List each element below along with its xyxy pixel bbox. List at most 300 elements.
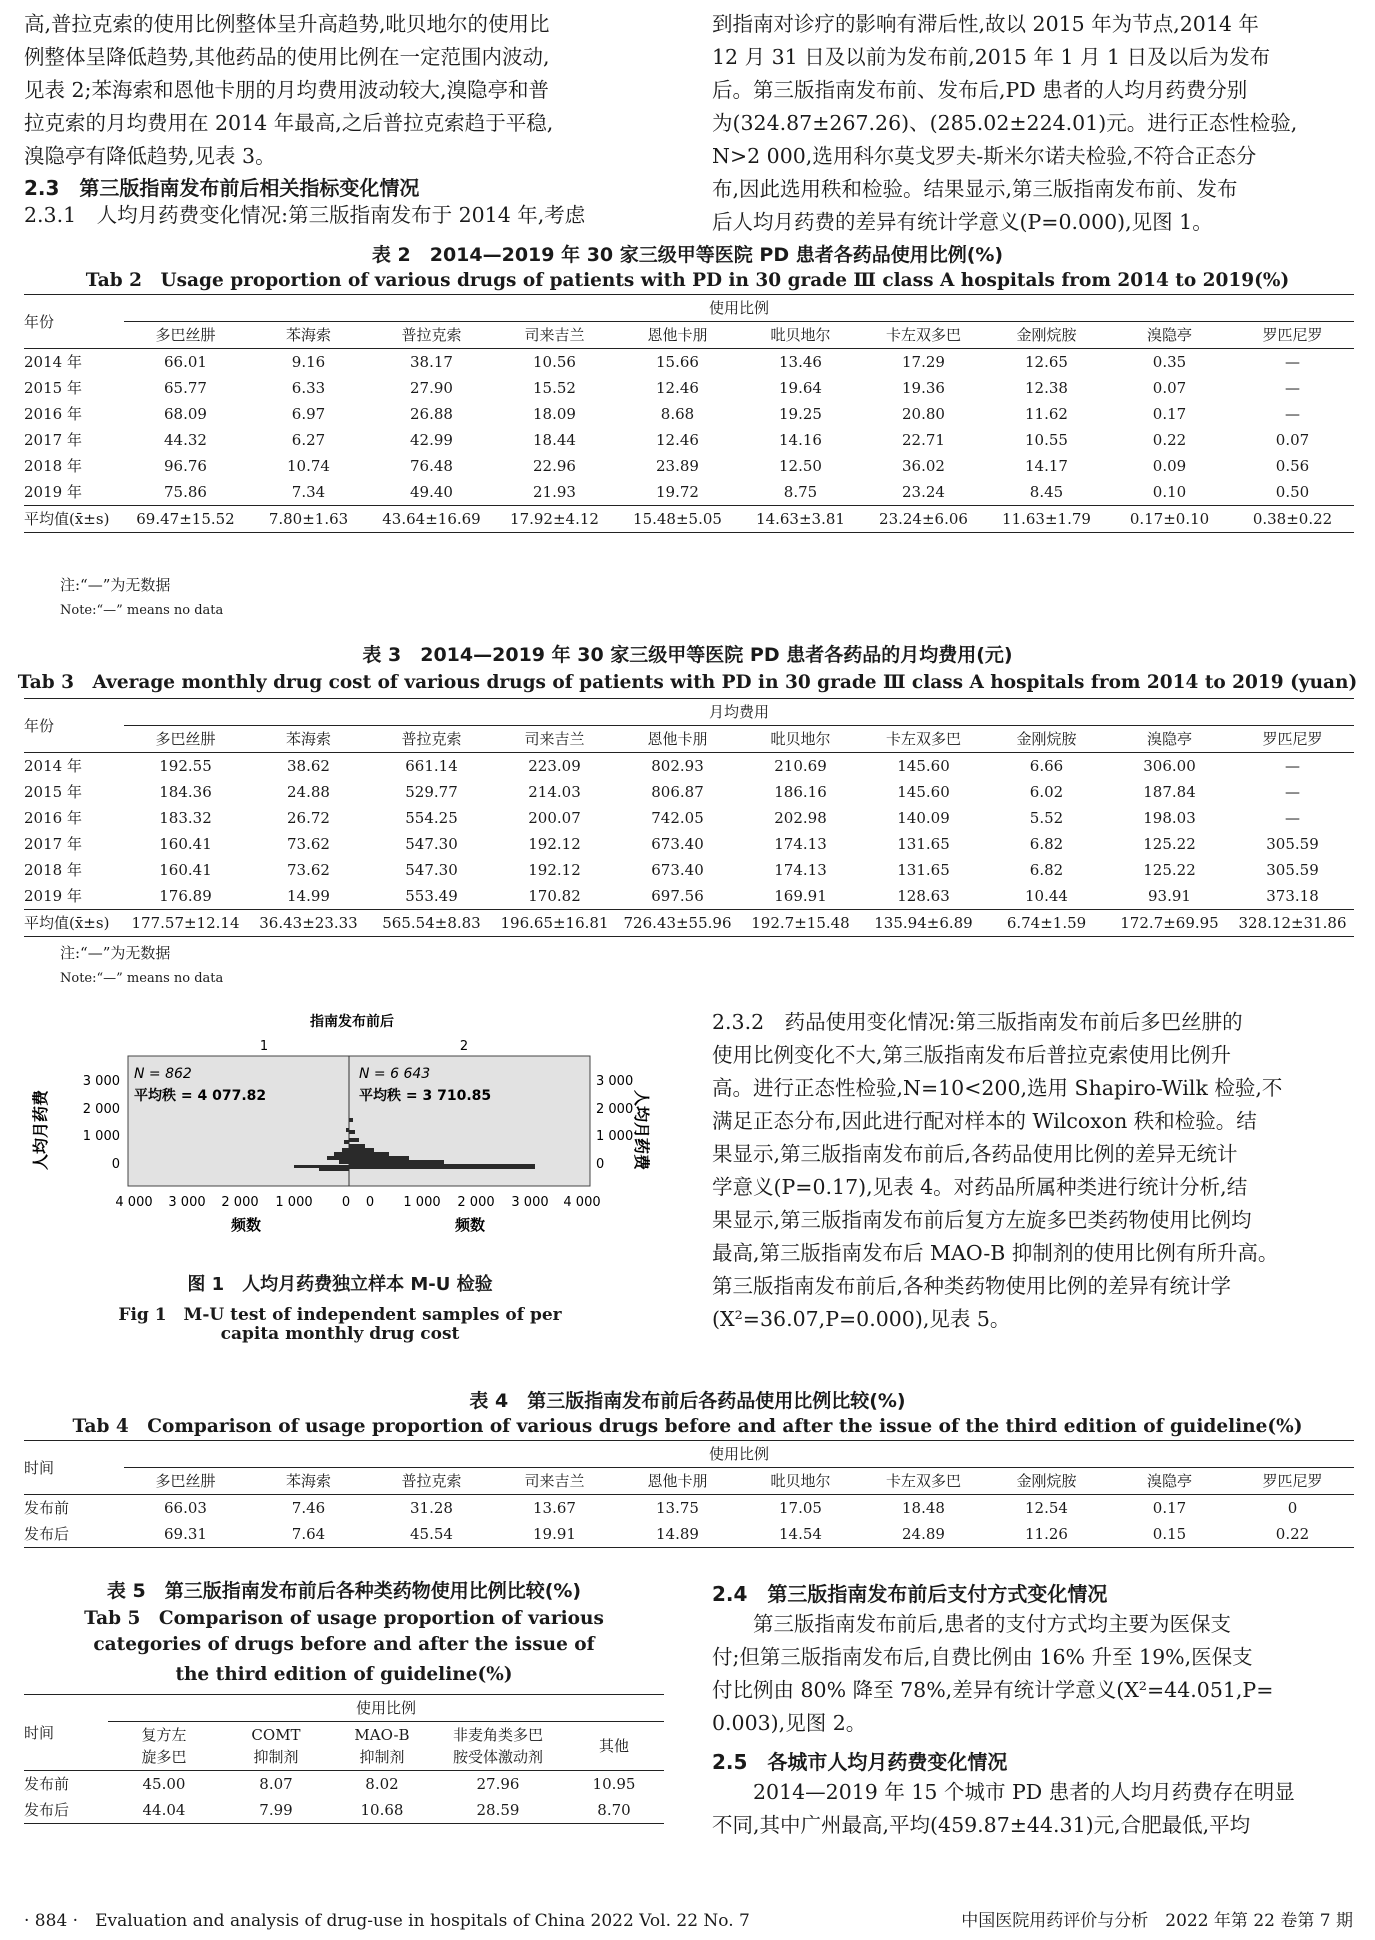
table-cell: 7.80±1.63 — [268, 510, 349, 528]
table-cell: 7.34 — [291, 483, 326, 501]
table-cell: 0.15 — [1152, 1525, 1187, 1543]
table-cell: 131.65 — [897, 861, 950, 879]
table-cell: 66.01 — [164, 353, 207, 371]
table-cell: 23.89 — [656, 457, 699, 475]
ytick: 3 000 — [82, 1074, 120, 1089]
hist-bar-right — [349, 1148, 374, 1152]
header-line: 复方左 — [141, 1726, 187, 1744]
drug-header-cell: 恩他卡朋 — [647, 730, 708, 748]
para-2-3-2 — [712, 1006, 1360, 1336]
table-cell: 65.77 — [164, 379, 207, 397]
table-cell: 93.91 — [1148, 887, 1191, 905]
table2-title-cn: 表 2 2014—2019 年 30 家三级甲等医院 PD 患者各药品使用比例(%) — [371, 244, 1004, 266]
table-cell: 186.16 — [774, 783, 827, 801]
table3-note-cn: 注:“—”为无数据 — [60, 944, 171, 962]
ytick: 1 000 — [596, 1129, 634, 1144]
table-cell: 198.03 — [1143, 809, 1196, 827]
text-line: 后人均月药费的差异有统计学意义(P=0.000),见图 1。 — [712, 210, 1213, 234]
table-cell: 12.38 — [1025, 379, 1068, 397]
table-cell: 44.32 — [164, 431, 207, 449]
table-cell: 26.88 — [410, 405, 453, 423]
table-cell: 8.07 — [259, 1775, 293, 1793]
ytick: 2 000 — [596, 1102, 634, 1117]
table-cell: 69.47±15.52 — [136, 510, 235, 528]
table-cell: 7.46 — [291, 1499, 326, 1517]
table-cell: 697.56 — [651, 887, 704, 905]
figure1-group2-n: N = 6 643 — [359, 1066, 431, 1082]
hist-bar-right — [349, 1152, 389, 1156]
drug-header-cell: 多巴丝肼 — [155, 1472, 216, 1490]
figure1-yticks-right — [596, 1074, 633, 1172]
table-cell: 145.60 — [897, 783, 950, 801]
table-cell: 19.25 — [779, 405, 822, 423]
table-cell: 27.96 — [476, 1775, 520, 1793]
table-cell: 14.17 — [1025, 457, 1068, 475]
figure1-group1-num: 1 — [259, 1039, 269, 1054]
table-row — [24, 883, 1354, 910]
text-line: 满足正态分布,因此进行配对样本的 Wilcoxon 秩和检验。结 — [712, 1109, 1257, 1133]
table-cell: 76.48 — [410, 457, 453, 475]
table3 — [24, 698, 1354, 937]
table-cell: 96.76 — [164, 457, 207, 475]
table-cell: 802.93 — [651, 757, 704, 775]
table-cell: 73.62 — [287, 861, 330, 879]
hist-bar-left — [342, 1148, 349, 1152]
table-cell: 36.02 — [902, 457, 945, 475]
table-cell: 726.43±55.96 — [623, 914, 732, 932]
table-cell: 6.02 — [1029, 783, 1064, 801]
table-cell: 19.64 — [779, 379, 822, 397]
table-cell: 6.97 — [291, 405, 326, 423]
row-label: 2014 年 — [24, 757, 82, 775]
row-label: 2017 年 — [24, 835, 82, 853]
table-cell: 661.14 — [405, 757, 458, 775]
figure1-xticks — [115, 1195, 600, 1210]
header-line: 抑制剂 — [253, 1748, 299, 1766]
text-line: 果显示,第三版指南发布前后,各药品使用比例的差异无统计 — [712, 1142, 1238, 1166]
table-cell: 0.38±0.22 — [1252, 510, 1333, 528]
table-cell: 176.89 — [159, 887, 212, 905]
table5 — [24, 1694, 664, 1824]
table-cell: 23.24±6.06 — [879, 510, 968, 528]
row-label: 发布前 — [24, 1775, 70, 1793]
text-line: 后。第三版指南发布前、发布后,PD 患者的人均月药费分别 — [712, 78, 1248, 102]
text-line: 付比例由 80% 降至 78%,差异有统计学意义(X²=44.051,P= — [712, 1678, 1274, 1702]
table-cell: 0.07 — [1275, 431, 1310, 449]
table-cell: 306.00 — [1143, 757, 1196, 775]
text-line: 到指南对诊疗的影响有滞后性,故以 2015 年为节点,2014 年 — [712, 12, 1259, 36]
table-cell: 0.22 — [1152, 431, 1187, 449]
table-cell: 202.98 — [774, 809, 827, 827]
para-2-5 — [712, 1776, 1360, 1842]
ytick: 2 000 — [82, 1102, 120, 1117]
table-cell: 10.44 — [1025, 887, 1068, 905]
row-label: 2019 年 — [24, 483, 82, 501]
table-cell: 192.12 — [528, 861, 581, 879]
table-row — [24, 1797, 664, 1824]
text-line: 最高,第三版指南发布后 MAO-B 抑制剂的使用比例有所升高。 — [712, 1241, 1279, 1265]
table-cell: 24.89 — [902, 1525, 945, 1543]
table5-time-header: 时间 — [24, 1723, 55, 1742]
text-line: 第三版指南发布前后,各种类药物使用比例的差异有统计学 — [712, 1274, 1232, 1298]
header-line: 胺受体激动剂 — [452, 1748, 543, 1766]
ytick: 0 — [111, 1157, 120, 1172]
table-cell: 45.00 — [142, 1775, 186, 1793]
figure1-group2-num: 2 — [459, 1039, 469, 1054]
table3-grid — [24, 698, 1354, 937]
table-row — [24, 831, 1354, 857]
xtick: 4 000 — [563, 1195, 601, 1210]
table-row — [24, 857, 1354, 883]
table4-group-header: 使用比例 — [124, 1441, 1354, 1468]
table2-note-en: Note:“—” means no data — [60, 603, 224, 618]
table-cell: 9.16 — [291, 353, 326, 371]
row-label: 2018 年 — [24, 457, 82, 475]
drug-header-cell: 多巴丝肼 — [155, 326, 216, 344]
table-cell: 10.55 — [1025, 431, 1068, 449]
drug-header-cell: 恩他卡朋 — [647, 1472, 708, 1490]
mean-label: 平均值(x̄±s) — [24, 914, 110, 932]
drug-header-cell: 苯海索 — [285, 730, 331, 748]
table2-grid — [24, 294, 1354, 533]
table-cell: 196.65±16.81 — [500, 914, 609, 932]
table-row — [24, 479, 1354, 506]
text-line: 学意义(P=0.17),见表 4。对药品所属种类进行统计分析,结 — [712, 1175, 1248, 1199]
table-cell: 15.48±5.05 — [633, 510, 722, 528]
text-line: (X²=36.07,P=0.000),见表 5。 — [712, 1307, 1011, 1331]
table2-group-header: 使用比例 — [124, 295, 1354, 322]
table-cell: 28.59 — [476, 1801, 520, 1819]
table-cell: 49.40 — [410, 483, 453, 501]
table-cell: 565.54±8.83 — [382, 914, 481, 932]
row-label: 2018 年 — [24, 861, 82, 879]
figure1-xlabel-right: 频数 — [454, 1216, 486, 1234]
table-cell: 12.50 — [779, 457, 822, 475]
drug-header-cell: 溴隐亭 — [1146, 1472, 1192, 1490]
table-cell: 11.62 — [1025, 405, 1068, 423]
table-cell: 18.44 — [533, 431, 576, 449]
table-cell: 10.56 — [533, 353, 576, 371]
table-cell: 742.05 — [651, 809, 704, 827]
row-label: 2015 年 — [24, 783, 82, 801]
table-cell: 131.65 — [897, 835, 950, 853]
table-cell: 170.82 — [528, 887, 581, 905]
table-cell: 305.59 — [1266, 861, 1319, 879]
drug-header-cell: 金刚烷胺 — [1016, 730, 1077, 748]
drug-header-cell: 恩他卡朋 — [647, 326, 708, 344]
table-cell: 75.86 — [164, 483, 207, 501]
table-row — [24, 779, 1354, 805]
figure1-group2-rank: 平均秩 = 3 710.85 — [359, 1088, 492, 1104]
text-line: 0.003),见图 2。 — [712, 1711, 867, 1735]
table-row — [24, 1521, 1354, 1548]
table5-title-cn: 表 5 第三版指南发布前后各种类药物使用比例比较(%) — [106, 1580, 582, 1602]
table-cell: 7.99 — [259, 1801, 293, 1819]
drug-header-cell: 普拉克索 — [401, 326, 462, 344]
table-cell: 6.82 — [1029, 861, 1064, 879]
table-row — [24, 375, 1354, 401]
table-cell: 19.36 — [902, 379, 945, 397]
xtick: 2 000 — [457, 1195, 495, 1210]
table-cell: 0.17±0.10 — [1129, 510, 1210, 528]
header-line: 其他 — [599, 1737, 630, 1755]
drug-header-cell: 苯海索 — [285, 326, 331, 344]
table-cell: 172.7±69.95 — [1120, 914, 1219, 932]
figure1-ylabel-right: 人均月药费 — [632, 1089, 651, 1171]
table-cell: 14.54 — [779, 1525, 822, 1543]
figure1-yticks-left — [83, 1074, 120, 1172]
table-cell: 128.63 — [897, 887, 950, 905]
text-line: 例整体呈降低趋势,其他药品的使用比例在一定范围内波动, — [24, 45, 550, 69]
xtick: 4 000 — [115, 1195, 153, 1210]
table-cell: 187.84 — [1143, 783, 1196, 801]
table-cell: 14.63±3.81 — [756, 510, 845, 528]
table5-grid — [24, 1694, 664, 1824]
drug-header-cell: 罗匹尼罗 — [1262, 730, 1323, 748]
text-line: 第三版指南发布前后,患者的支付方式均主要为医保支 — [712, 1612, 1232, 1636]
intro-right-paragraph — [712, 8, 1360, 239]
drug-header-cell: 吡贝地尔 — [770, 730, 831, 748]
table-cell: 8.02 — [365, 1775, 399, 1793]
table-cell: 19.91 — [533, 1525, 576, 1543]
drug-header-cell: 罗匹尼罗 — [1262, 326, 1323, 344]
table-cell: 11.63±1.79 — [1002, 510, 1091, 528]
section-heading-2-4: 2.4 第三版指南发布前后支付方式变化情况 — [712, 1582, 1108, 1606]
table-cell: 160.41 — [159, 835, 212, 853]
table-cell: 10.74 — [287, 457, 330, 475]
table3-drug-header-row — [24, 726, 1354, 753]
table-cell: 27.90 — [410, 379, 453, 397]
table-cell: 13.46 — [779, 353, 822, 371]
table-cell: 8.70 — [597, 1801, 631, 1819]
table-cell: 547.30 — [405, 835, 458, 853]
drug-header-cell: 吡贝地尔 — [770, 1472, 831, 1490]
figure1-group1-rank: 平均秩 = 4 077.82 — [134, 1088, 267, 1104]
table-cell: 8.45 — [1029, 483, 1064, 501]
table-cell: 140.09 — [897, 809, 950, 827]
table3-title-cn: 表 3 2014—2019 年 30 家三级甲等医院 PD 患者各药品的月均费用(元) — [362, 644, 1013, 666]
figure1-xlabel-left: 频数 — [230, 1216, 262, 1234]
table-cell: 12.54 — [1025, 1499, 1068, 1517]
hist-bar-left — [327, 1156, 349, 1160]
xtick: 1 000 — [275, 1195, 313, 1210]
table4-time-header: 时间 — [24, 1458, 55, 1477]
text-line: N>2 000,选用科尔莫戈罗夫-斯米尔诺夫检验,不符合正态分 — [712, 144, 1257, 168]
table-cell: 43.64±16.69 — [382, 510, 481, 528]
drug-header-cell: 苯海索 — [285, 1472, 331, 1490]
table-cell: 0.50 — [1275, 483, 1310, 501]
table-row — [24, 453, 1354, 479]
table3-group-header: 月均费用 — [124, 699, 1354, 726]
table-cell: 183.32 — [159, 809, 212, 827]
table2-year-header: 年份 — [24, 312, 55, 331]
drug-header-cell: 罗匹尼罗 — [1262, 1472, 1323, 1490]
section-heading-2-3: 2.3 第三版指南发布前后相关指标变化情况 — [24, 176, 420, 200]
row-label: 2017 年 — [24, 431, 82, 449]
hist-bar-left — [294, 1165, 349, 1168]
table2-title-en: Tab 2 Usage proportion of various drugs of patients with PD in 30 grade Ⅲ class A hospitals from 2014 to 2019(%) — [85, 270, 1290, 291]
category-header-cell — [564, 1722, 664, 1771]
text-line: 12 月 31 日及以前为发布前,2015 年 1 月 1 日及以后为发布 — [712, 45, 1271, 69]
table-cell: 547.30 — [405, 861, 458, 879]
table-cell: 21.93 — [533, 483, 576, 501]
table-cell: 553.49 — [405, 887, 458, 905]
table-cell: 6.82 — [1029, 835, 1064, 853]
table-cell: 17.92±4.12 — [510, 510, 599, 528]
text-line: 2014—2019 年 15 个城市 PD 患者的人均月药费存在明显 — [712, 1780, 1295, 1804]
table-cell: 45.54 — [410, 1525, 453, 1543]
drug-header-cell: 金刚烷胺 — [1016, 326, 1077, 344]
table-cell: 13.75 — [656, 1499, 699, 1517]
table3-note-en: Note:“—” means no data — [60, 971, 224, 986]
hist-bar-right — [349, 1144, 365, 1148]
row-label: 发布后 — [24, 1801, 70, 1819]
table-cell: 0.22 — [1275, 1525, 1310, 1543]
table-cell: 0.56 — [1275, 457, 1310, 475]
mean-label: 平均值(x̄±s) — [24, 510, 110, 528]
hist-bar-right — [349, 1160, 444, 1164]
table-cell: 44.04 — [142, 1801, 186, 1819]
table-cell: 15.66 — [656, 353, 699, 371]
table-cell: 160.41 — [159, 861, 212, 879]
table-cell: 69.31 — [164, 1525, 207, 1543]
table-cell: 6.74±1.59 — [1006, 914, 1087, 932]
table-cell: 184.36 — [159, 783, 212, 801]
table-cell: 125.22 — [1143, 835, 1196, 853]
table-cell: 305.59 — [1266, 835, 1319, 853]
table4-title-cn: 表 4 第三版指南发布前后各药品使用比例比较(%) — [469, 1390, 906, 1412]
table-cell: 8.68 — [660, 405, 695, 423]
table-row — [24, 349, 1354, 376]
table-cell: 192.7±15.48 — [751, 914, 850, 932]
hist-bar-left — [339, 1160, 349, 1164]
text-line: 为(324.87±267.26)、(285.02±224.01)元。进行正态性检验, — [712, 111, 1298, 135]
table-cell: 673.40 — [651, 835, 704, 853]
intro-left-paragraph — [24, 8, 672, 173]
table-cell: 177.57±12.14 — [131, 914, 240, 932]
table-cell: 38.17 — [410, 353, 453, 371]
table-cell: 19.72 — [656, 483, 699, 501]
hist-bar-left — [344, 1140, 349, 1144]
drug-header-cell: 卡左双多巴 — [885, 326, 961, 344]
table-cell: 200.07 — [528, 809, 581, 827]
table3-title-en: Tab 3 Average monthly drug cost of various drugs of patients with PD in 30 grade Ⅲ class A hospitals from 2014 to 2019 (yuan) — [17, 672, 1358, 693]
table-cell: 14.99 — [287, 887, 330, 905]
table-cell: 22.96 — [533, 457, 576, 475]
table-cell: 38.62 — [287, 757, 330, 775]
figure1-ylabel-left: 人均月药费 — [31, 1089, 50, 1171]
text-line: 不同,其中广州最高,平均(459.87±44.31)元,合肥最低,平均 — [712, 1813, 1251, 1837]
table-cell: 36.43±23.33 — [259, 914, 358, 932]
hist-bar-left — [334, 1152, 349, 1156]
table-cell: 214.03 — [528, 783, 581, 801]
row-label: 2016 年 — [24, 405, 82, 423]
xtick: 2 000 — [221, 1195, 259, 1210]
figure1-title: 指南发布前后 — [310, 1014, 394, 1030]
table-cell: 0.09 — [1152, 457, 1187, 475]
table-cell: — — [1285, 353, 1300, 371]
table-cell: 223.09 — [528, 757, 581, 775]
header-line: 非麦角类多巴 — [452, 1726, 543, 1744]
header-line: 抑制剂 — [359, 1748, 405, 1766]
xtick: 3 000 — [168, 1195, 206, 1210]
drug-header-cell: 司来吉兰 — [524, 1472, 585, 1490]
table5-group-header: 使用比例 — [108, 1695, 664, 1722]
table4-drug-header-row — [24, 1468, 1354, 1495]
para-2-3-1-first-line: 2.3.1 人均月药费变化情况:第三版指南发布于 2014 年,考虑 — [24, 203, 586, 227]
table-cell: 42.99 — [410, 431, 453, 449]
hist-bar-right — [349, 1118, 353, 1122]
row-label: 2014 年 — [24, 353, 82, 371]
table-row — [24, 1495, 1354, 1522]
table-mean-row — [24, 506, 1354, 533]
table-row — [24, 1771, 664, 1798]
drug-header-cell: 多巴丝肼 — [155, 730, 216, 748]
table-cell: 174.13 — [774, 835, 827, 853]
table-cell: 12.46 — [656, 379, 699, 397]
text-line: 高,普拉克索的使用比例整体呈升高趋势,吡贝地尔的使用比 — [24, 12, 550, 36]
table-cell: — — [1285, 379, 1300, 397]
category-header-cell — [332, 1722, 432, 1771]
table-cell: 5.52 — [1029, 809, 1064, 827]
xtick: 0 — [341, 1195, 351, 1210]
table-row — [24, 753, 1354, 780]
row-label: 2015 年 — [24, 379, 82, 397]
table-cell: 210.69 — [774, 757, 827, 775]
table-cell: 6.66 — [1029, 757, 1064, 775]
text-line: 见表 2;苯海索和恩他卡朋的月均费用波动较大,溴隐亭和普 — [24, 78, 549, 102]
hist-bar-right — [349, 1164, 535, 1169]
table-cell: 8.75 — [783, 483, 818, 501]
drug-header-cell: 普拉克索 — [401, 730, 462, 748]
table-cell: 18.48 — [902, 1499, 945, 1517]
table4 — [24, 1440, 1354, 1548]
table5-title-en-1: Tab 5 Comparison of usage proportion of various — [84, 1608, 604, 1629]
table-cell: — — [1285, 809, 1300, 827]
text-line: 高。进行正态性检验,N=10<200,选用 Shapiro-Wilk 检验,不 — [712, 1076, 1283, 1100]
table3-year-header: 年份 — [24, 716, 55, 735]
table-cell: 10.95 — [592, 1775, 636, 1793]
figure1-caption-en-1: Fig 1 M-U test of independent samples of per — [118, 1305, 562, 1325]
table-row — [24, 427, 1354, 453]
table-cell: 0 — [1287, 1499, 1298, 1517]
table-cell: 17.05 — [779, 1499, 822, 1517]
drug-header-cell: 司来吉兰 — [524, 326, 585, 344]
table-cell: 68.09 — [164, 405, 207, 423]
drug-header-cell: 卡左双多巴 — [885, 1472, 961, 1490]
row-label: 2016 年 — [24, 809, 82, 827]
table-row — [24, 401, 1354, 427]
xtick: 3 000 — [511, 1195, 549, 1210]
table-cell: 806.87 — [651, 783, 704, 801]
table-cell: 174.13 — [774, 861, 827, 879]
xtick: 1 000 — [403, 1195, 441, 1210]
table-cell: — — [1285, 405, 1300, 423]
table-cell: 23.24 — [902, 483, 945, 501]
table-cell: 0.07 — [1152, 379, 1187, 397]
table-cell: 17.29 — [902, 353, 945, 371]
table-cell: 169.91 — [774, 887, 827, 905]
table-cell: 73.62 — [287, 835, 330, 853]
drug-header-cell: 司来吉兰 — [524, 730, 585, 748]
section-heading-2-5: 2.5 各城市人均月药费变化情况 — [712, 1750, 1008, 1774]
table-cell: 192.12 — [528, 835, 581, 853]
table-cell: 31.28 — [410, 1499, 453, 1517]
table-cell: 673.40 — [651, 861, 704, 879]
table-cell: — — [1285, 783, 1300, 801]
category-header-cell — [220, 1722, 332, 1771]
table-cell: 135.94±6.89 — [874, 914, 973, 932]
